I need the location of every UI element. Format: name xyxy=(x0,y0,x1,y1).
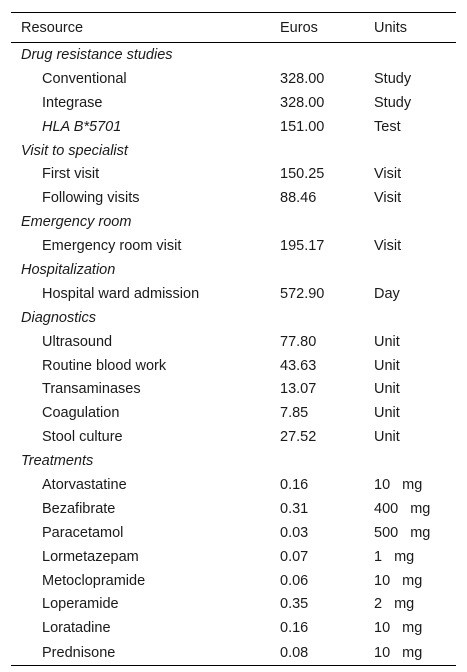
resource-name: Lormetazepam xyxy=(42,548,139,565)
euros-value: 0.16 xyxy=(280,476,309,493)
header-resource: Resource xyxy=(11,13,280,43)
euros-value: 0.07 xyxy=(280,548,309,565)
resource-name: Atorvastatine xyxy=(42,476,127,493)
table-row xyxy=(11,640,456,666)
section-row xyxy=(11,139,456,163)
euros-value: 0.08 xyxy=(280,640,374,666)
table-row xyxy=(11,616,456,640)
resource-name: Bezafibrate xyxy=(42,500,116,517)
table-row xyxy=(11,282,456,306)
unit-quantity: 1 xyxy=(374,548,383,565)
euros-value: 0.31 xyxy=(280,500,309,517)
table-row xyxy=(11,497,456,521)
euros-value: 151.00 xyxy=(280,118,325,135)
resource-name: Coagulation xyxy=(42,405,120,422)
unit-suffix: mg xyxy=(402,620,423,637)
unit-suffix: mg xyxy=(410,524,431,541)
euros-value: 195.17 xyxy=(280,238,325,255)
header-units: Units xyxy=(374,13,456,43)
units-cell: Day xyxy=(374,285,400,302)
units-cell: Unit xyxy=(374,405,400,422)
units-cell xyxy=(374,592,456,616)
unit-suffix: mg xyxy=(402,572,423,589)
euros-value: 43.63 xyxy=(280,357,317,374)
unit-suffix: mg xyxy=(402,644,423,661)
euros-value: 0.16 xyxy=(280,620,309,637)
resource-name: Loperamide xyxy=(42,596,119,613)
resource-name: Stool culture xyxy=(42,429,123,446)
units-cell: Visit xyxy=(374,166,402,183)
units-cell: Unit xyxy=(374,381,400,398)
table-row xyxy=(11,91,456,115)
resource-name: Transaminases xyxy=(42,381,141,398)
units-cell: Unit xyxy=(374,357,400,374)
table-row xyxy=(11,425,456,449)
euros-value: 13.07 xyxy=(280,381,317,398)
section-row xyxy=(11,210,456,234)
units-cell: Unit xyxy=(374,429,400,446)
units-cell: Visit xyxy=(374,238,402,255)
table-row xyxy=(11,401,456,425)
resource-name: Following visits xyxy=(42,190,140,207)
table-row xyxy=(11,569,456,593)
resource-name: Emergency room visit xyxy=(42,238,182,255)
unit-suffix: mg xyxy=(410,500,431,517)
section-row xyxy=(11,306,456,330)
units-cell xyxy=(374,497,456,521)
header-euros: Euros xyxy=(280,13,374,43)
table-row xyxy=(11,521,456,545)
unit-suffix: mg xyxy=(402,476,423,493)
unit-quantity: 10 xyxy=(374,644,391,661)
unit-quantity: 10 xyxy=(374,572,391,589)
table-row xyxy=(11,377,456,401)
units-cell xyxy=(374,616,456,640)
table-row xyxy=(11,330,456,354)
table-row xyxy=(11,186,456,210)
resource-name: Routine blood work xyxy=(42,357,167,374)
units-cell xyxy=(374,640,456,666)
resource-name: Metoclopramide xyxy=(42,572,146,589)
units-cell xyxy=(374,545,456,569)
table-row xyxy=(11,545,456,569)
euros-value: 328.00 xyxy=(280,70,325,87)
section-title: Treatments xyxy=(21,453,94,470)
units-cell: Visit xyxy=(374,190,402,207)
euros-value: 328.00 xyxy=(280,94,325,111)
unit-suffix: mg xyxy=(394,548,415,565)
section-title: Emergency room xyxy=(21,214,132,231)
unit-suffix: mg xyxy=(394,596,415,613)
unit-quantity: 2 xyxy=(374,596,383,613)
section-row xyxy=(11,43,456,67)
unit-quantity: 10 xyxy=(374,476,391,493)
units-cell xyxy=(374,569,456,593)
euros-value: 0.03 xyxy=(280,524,309,541)
table-row xyxy=(11,162,456,186)
table-row xyxy=(11,234,456,258)
table-row xyxy=(11,592,456,616)
euros-value: 77.80 xyxy=(280,333,317,350)
resource-name: Paracetamol xyxy=(42,524,124,541)
resource-cost-table xyxy=(11,12,456,666)
resource-name: Ultrasound xyxy=(42,333,113,350)
unit-quantity: 10 xyxy=(374,620,391,637)
euros-value: 27.52 xyxy=(280,429,317,446)
section-title: Drug resistance studies xyxy=(21,46,173,63)
unit-quantity: 500 xyxy=(374,524,399,541)
resource-name: Hospital ward admission xyxy=(42,285,200,302)
euros-value: 88.46 xyxy=(280,190,317,207)
units-cell: Test xyxy=(374,118,401,135)
euros-value: 150.25 xyxy=(280,166,325,183)
units-cell: Unit xyxy=(374,333,400,350)
euros-value: 0.35 xyxy=(280,596,309,613)
section-title: Visit to specialist xyxy=(21,142,128,159)
euros-value: 572.90 xyxy=(280,285,325,302)
resource-name: Prednisone xyxy=(11,640,280,666)
section-row xyxy=(11,258,456,282)
unit-quantity: 400 xyxy=(374,500,399,517)
resource-name: Integrase xyxy=(42,94,103,111)
euros-value: 7.85 xyxy=(280,405,309,422)
units-cell xyxy=(374,473,456,497)
units-cell xyxy=(374,521,456,545)
table-row xyxy=(11,67,456,91)
resource-name: Loratadine xyxy=(42,620,111,637)
section-title: Diagnostics xyxy=(21,309,96,326)
euros-value: 0.06 xyxy=(280,572,309,589)
resource-name: Conventional xyxy=(42,70,127,87)
section-row xyxy=(11,449,456,473)
header-row xyxy=(11,13,456,43)
section-title: Hospitalization xyxy=(21,261,116,278)
units-cell: Study xyxy=(374,94,412,111)
resource-name: First visit xyxy=(42,166,100,183)
table-row xyxy=(11,473,456,497)
table-row xyxy=(11,354,456,378)
resource-name: HLA B*5701 xyxy=(42,118,122,135)
table-body xyxy=(11,43,456,666)
table-row xyxy=(11,115,456,139)
units-cell: Study xyxy=(374,70,412,87)
